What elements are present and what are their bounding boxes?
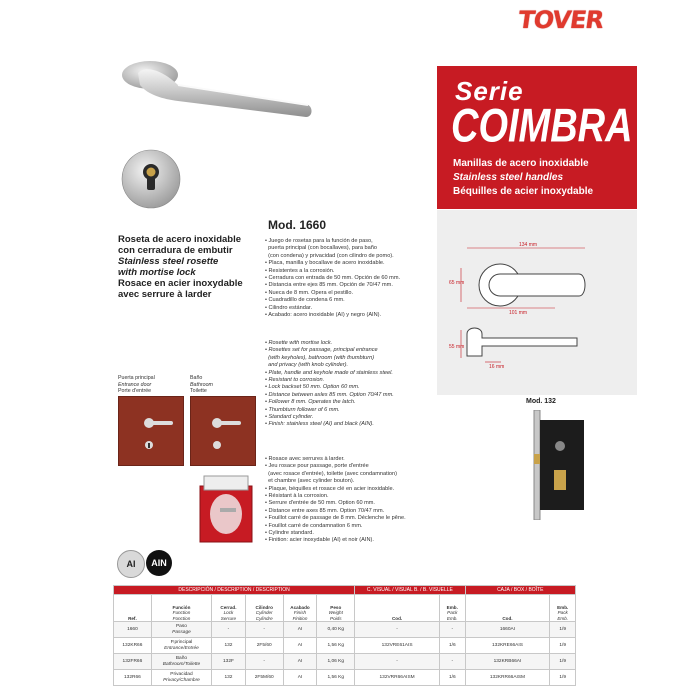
- lock-model-label: Mod. 132: [526, 398, 556, 405]
- column-header: Emb. Pack Emb.: [440, 595, 466, 622]
- table-cell: -: [245, 622, 283, 638]
- column-header: Cerrad. Lock Serrure: [212, 595, 246, 622]
- description-en: • Rosette with mortise lock. • Rosettes set for passage, principal entrance (with keyholes), bathroom (with thumbturn) and privacy (with knob cylinder). • Plate, handle and keyhole made of stainless steel. • Resistant to corrosion. • Lock backset 50 mm. Option 60 mm. • Distance between axles 85 mm. Option 70/47 mm. • Follower 8 mm. Operates the latch. • Thumbturn follower of 6 mm. • Standard cylinder. • Finish: stainless steel (AI) and black (AIN).: [265, 340, 394, 428]
- banner-name: COIMBRA: [451, 100, 633, 153]
- column-header: Cod.: [355, 595, 440, 622]
- table-cell: 132KRE66AIS: [465, 638, 550, 654]
- table-row: [114, 622, 576, 638]
- group-header-description: DESCRIPCIÓN / DESCRIPTION / DESCRIPTION: [114, 586, 355, 595]
- mortise-lock-photo: [530, 410, 590, 520]
- table-cell: P.principal Entrance/Entrée: [151, 638, 211, 654]
- rosette-en-2: with mortise lock: [118, 267, 196, 278]
- table-cell: -: [440, 622, 466, 638]
- finish-badge-ain: AIN: [146, 550, 172, 576]
- table-cell: AI: [283, 638, 317, 654]
- table-cell: 132F: [212, 654, 246, 670]
- dim-left: 65 mm: [449, 280, 465, 286]
- finish-badge-ai: AI: [117, 550, 145, 578]
- keyhole-rosette-photo: [120, 148, 182, 210]
- table-cell: AI: [283, 622, 317, 638]
- table-cell: 132R66: [114, 670, 152, 686]
- table-cell: 1660AI: [465, 622, 550, 638]
- technical-drawing: [437, 210, 637, 395]
- drawing-svg: [437, 210, 637, 395]
- table-cell: 1,06 Kg: [317, 654, 355, 670]
- model-title: Mod. 1660: [268, 218, 327, 232]
- column-header: Función Function Fonction: [151, 595, 211, 622]
- dim-left2: 55 mm: [449, 344, 465, 350]
- table-cell: 2F5M/60: [245, 670, 283, 686]
- table-cell: 132VRR66AISM: [355, 670, 440, 686]
- table-row: [114, 638, 576, 654]
- table-cell: 1/9: [550, 638, 576, 654]
- table-cell: 132FR66: [114, 654, 152, 670]
- table-cell: -: [355, 654, 440, 670]
- tover-logo: TOVER: [516, 6, 605, 34]
- column-header: Cod.: [465, 595, 550, 622]
- group-header-visual: C. VISUAL / VISUAL B. / B. VISUELLE: [355, 586, 465, 595]
- column-header: Peso Weight Poids: [317, 595, 355, 622]
- column-header: Ref.: [114, 595, 152, 622]
- column-header: Cilindro Cylinder Cylindre: [245, 595, 283, 622]
- description-es: • Juego de rosetas para la función de paso, puerta principal (con bocallaves), para baño (con condena) y privacidad (con cilindro de pomo). • Placa, manilla y bocallave de acero inoxidable. • Resistentes a la corrosión. • Cerradura con entrada de 50 mm. Opción de 60 mm. • Distancia entre ejes 85 mm. Opción de 70/47 mm. • Nueca de 8 mm. Opera el pestillo. • Cuadradillo de condena 6 mm. • Cilindro estándar. • Acabado: acero inoxidable (AI) y negro (AIN).: [265, 238, 401, 319]
- table-cell: 1/6: [440, 638, 466, 654]
- table-row: [114, 654, 576, 670]
- table-cell: -: [440, 654, 466, 670]
- table-cell: 1/6: [440, 670, 466, 686]
- product-box-photo: [194, 472, 258, 548]
- banner-serie: Serie: [455, 76, 524, 106]
- rosette-es-2: con cerradura de embutir: [118, 245, 233, 256]
- banner-line-en: Stainless steel handles: [453, 172, 564, 183]
- table-cell: -: [355, 622, 440, 638]
- table-cell: 1660: [114, 622, 152, 638]
- table-cell: 132KR66: [114, 638, 152, 654]
- rosette-fr-1: Rosace en acier inoxydable: [118, 278, 243, 289]
- banner-line-fr: Béquilles de acier inoxydable: [453, 186, 594, 197]
- table-cell: 1,56 Kg: [317, 670, 355, 686]
- table-cell: 2F5/60: [245, 638, 283, 654]
- entrance-handle-icon: [119, 397, 183, 465]
- rosette-fr-2: avec serrure à larder: [118, 289, 212, 300]
- rosette-es-1: Roseta de acero inoxidable: [118, 234, 242, 245]
- dim-small: 16 mm: [489, 364, 505, 370]
- table-cell: 132KRB66AI: [465, 654, 550, 670]
- bathroom-handle-icon: [191, 397, 255, 465]
- handle-photo: [108, 55, 314, 135]
- table-cell: 1/9: [550, 654, 576, 670]
- door-label-left: Puerta principal Entrance door Porte d'entrée: [118, 375, 155, 394]
- bathroom-door-photo: [190, 396, 256, 466]
- table-cell: -: [245, 654, 283, 670]
- table-cell: -: [212, 622, 246, 638]
- table-row: [114, 670, 576, 686]
- table-column-headers: [114, 595, 576, 622]
- entrance-door-photo: [118, 396, 184, 466]
- dim-mid: 101 mm: [509, 310, 528, 316]
- series-banner: [437, 66, 637, 209]
- description-fr: • Rosace avec serrures à larder. • Jeu rosace pour passage, porte d'entrée (avec rosace d'entrée), toilette (avec condamnation) et chambre (avec cylinder bouton). • Plaque, béquilles et rosace clé en acier inoxidable. • Résistant à la corrosion. • Serrure d'entrée de 50 mm. Option 60 mm. • Distance entre axes 85 mm. Option 70/47 mm. • Fouillot carré de passage de 8 mm. Déclenche le pêne. • Fouillot carré de condamnation 6 mm. • Cylindre standard. • Finition: acier inoxydable (AI) et noir (AIN).: [265, 456, 406, 544]
- table-group-header: [114, 586, 576, 595]
- column-header: Acabado Finish Finition: [283, 595, 317, 622]
- rosette-description: [118, 234, 268, 300]
- banner-line-es: Manillas de acero inoxidable: [453, 158, 589, 169]
- table-cell: 132KRR66AISM: [465, 670, 550, 686]
- dim-top: 134 mm: [519, 242, 538, 248]
- column-header: Emb. Pack Emb.: [550, 595, 576, 622]
- table-cell: 132: [212, 670, 246, 686]
- table-cell: 1/9: [550, 622, 576, 638]
- table-cell: 132VRE61AIS: [355, 638, 440, 654]
- product-table: [113, 585, 576, 686]
- table-cell: AI: [283, 670, 317, 686]
- rosette-en-1: Stainless steel rosette: [118, 256, 219, 267]
- table-cell: Privacidad Privacy/Chambre: [151, 670, 211, 686]
- table-cell: 0,40 Kg: [317, 622, 355, 638]
- table-cell: Baño Bathroom/Toilette: [151, 654, 211, 670]
- table-cell: Paso Passage: [151, 622, 211, 638]
- table-cell: 132: [212, 638, 246, 654]
- group-header-box: CAJA / BOX / BOÎTE: [465, 586, 575, 595]
- table-cell: 1/9: [550, 670, 576, 686]
- table-cell: 1,56 Kg: [317, 638, 355, 654]
- door-label-right: Baño Bathroom Toilette: [190, 375, 213, 394]
- table-cell: AI: [283, 654, 317, 670]
